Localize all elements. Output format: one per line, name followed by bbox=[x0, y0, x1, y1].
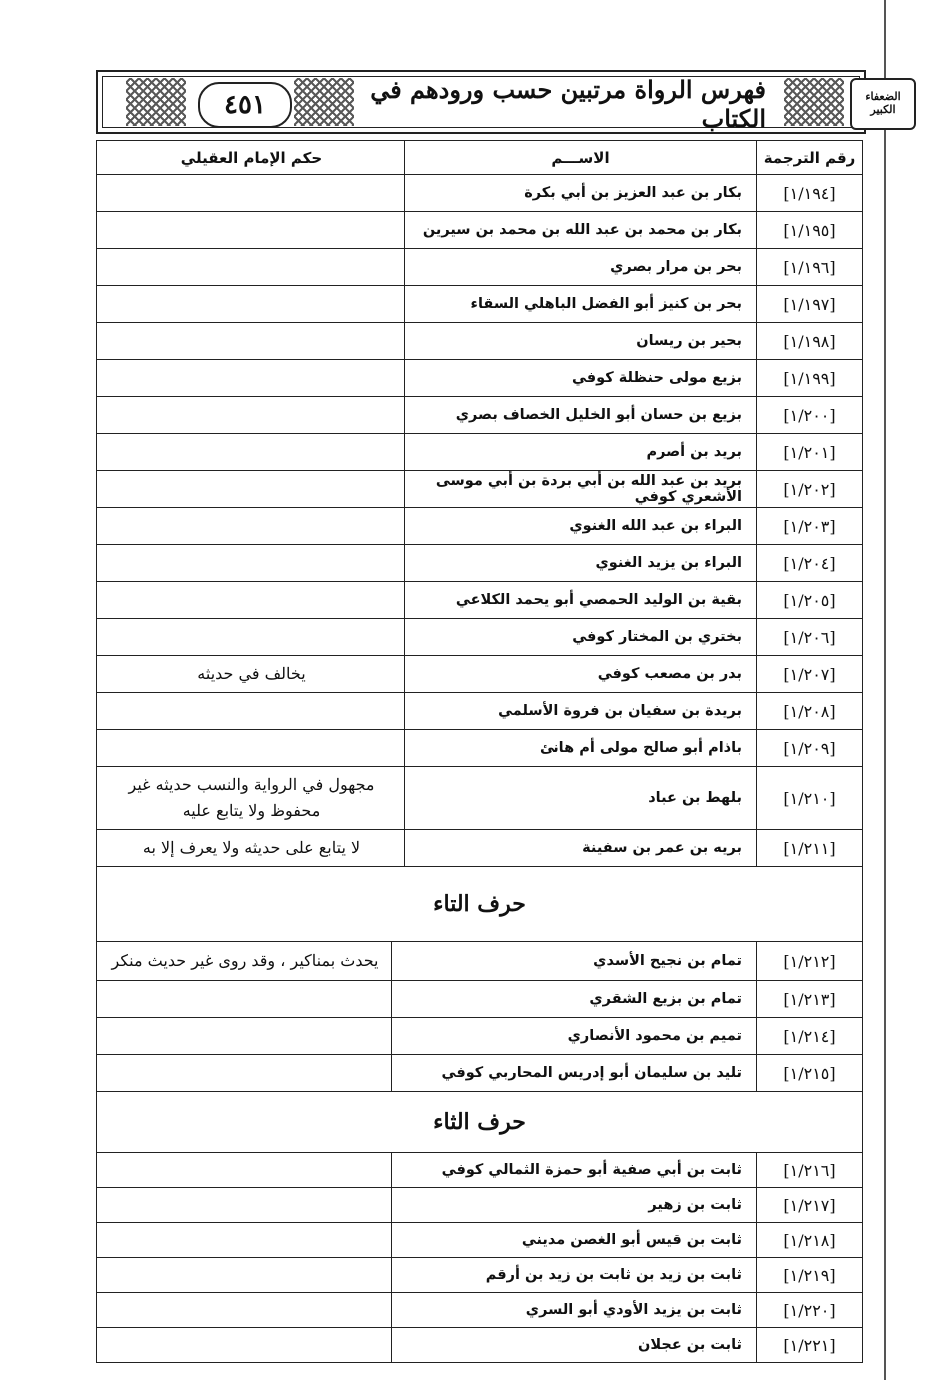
table-row bbox=[97, 1153, 862, 1188]
narrator-name: بريدة بن سفيان بن فروة الأسلمي bbox=[404, 693, 757, 729]
table-row bbox=[97, 545, 862, 582]
judgment-text bbox=[99, 434, 404, 470]
narrator-name: البراء بن يزيد الغنوي bbox=[404, 545, 757, 581]
table-row bbox=[97, 434, 862, 471]
table-row bbox=[97, 1328, 862, 1363]
ornament-right bbox=[784, 78, 844, 126]
narrator-name: ثابت بن زيد بن ثابت بن زيد بن أرقم bbox=[391, 1258, 757, 1292]
judgment-text bbox=[99, 360, 404, 396]
judgment-text bbox=[99, 981, 391, 1017]
judgment-text bbox=[99, 693, 404, 729]
entry-number: [١/٢٠٦] bbox=[783, 627, 836, 647]
column-header-judgment: حكم الإمام العقيلي bbox=[180, 148, 323, 167]
entry-number: [١/٢١٢] bbox=[783, 951, 836, 971]
narrator-name: ثابت بن يزيد الأودي أبو السري bbox=[391, 1293, 757, 1327]
book-logo: الضعفاء الكبير bbox=[850, 78, 916, 130]
table-row bbox=[97, 830, 862, 867]
entry-number: [١/٢٠٩] bbox=[783, 738, 836, 758]
entry-number: [١/٢٠١] bbox=[783, 442, 836, 462]
page-number: ٤٥١ bbox=[198, 82, 292, 128]
page-title: فهرس الرواة مرتبين حسب ورودهم في الكتاب bbox=[370, 75, 766, 133]
entry-number: [١/٢٢٠] bbox=[783, 1300, 836, 1320]
column-header-number: رقم الترجمة bbox=[763, 148, 856, 167]
judgment-text bbox=[99, 175, 404, 211]
entry-number: [١/١٩٨] bbox=[783, 331, 836, 351]
narrator-name: باذام أبو صالح مولى أم هانئ bbox=[404, 730, 757, 766]
table-row bbox=[97, 1293, 862, 1328]
table-row bbox=[97, 981, 862, 1018]
table-row bbox=[97, 212, 862, 249]
judgment-text bbox=[99, 1018, 391, 1054]
table-row bbox=[97, 175, 862, 212]
narrator-name: بختري بن المختار كوفي bbox=[404, 619, 757, 655]
entry-number: [١/٢٠٠] bbox=[783, 405, 836, 425]
table-row bbox=[97, 619, 862, 656]
table-row bbox=[97, 1018, 862, 1055]
judgment-text: مجهول في الرواية والنسب حديثه غير محفوظ ولا يتابع عليه bbox=[128, 775, 375, 820]
judgment-text bbox=[99, 582, 404, 618]
judgment-text bbox=[99, 1153, 391, 1187]
table-row bbox=[97, 286, 862, 323]
judgment-text bbox=[99, 286, 404, 322]
judgment-text bbox=[99, 397, 404, 433]
table-row bbox=[97, 508, 862, 545]
judgment-text: يحدث بمناكير ، وقد روى غير حديث منكر bbox=[111, 951, 379, 971]
narrator-name: تمام بن نجيح الأسدي bbox=[391, 942, 757, 980]
table-row bbox=[97, 693, 862, 730]
entry-number: [١/٢١٧] bbox=[783, 1195, 836, 1215]
entry-number: [١/٢١٣] bbox=[783, 989, 836, 1009]
narrator-name: بحر بن مرار بصري bbox=[404, 249, 757, 285]
column-header-name: الاســـم bbox=[404, 141, 757, 174]
page-header-banner bbox=[96, 70, 901, 134]
entry-number: [١/٢٠٢] bbox=[783, 479, 836, 499]
narrator-name: بكار بن محمد بن عبد الله بن محمد بن سيرين bbox=[404, 212, 757, 248]
narrator-name: ثابت بن قيس أبو الغصن مديني bbox=[391, 1223, 757, 1257]
narrator-name: بزيع مولى حنظلة كوفي bbox=[404, 360, 757, 396]
table-row bbox=[97, 730, 862, 767]
narrator-name: بزيع بن حسان أبو الخليل الخصاف بصري bbox=[404, 397, 757, 433]
table-row bbox=[97, 1188, 862, 1223]
table-row bbox=[97, 323, 862, 360]
judgment-text bbox=[99, 323, 404, 359]
table-row bbox=[97, 1258, 862, 1293]
narrator-name: تليد بن سليمان أبو إدريس المحاربي كوفي bbox=[391, 1055, 757, 1091]
narrator-name: بكار بن عبد العزيز بن أبي بكرة bbox=[404, 175, 757, 211]
table-body-ta bbox=[97, 942, 862, 1092]
ornament-left bbox=[126, 78, 186, 126]
page-edge-line bbox=[884, 0, 886, 1380]
narrators-index-table bbox=[96, 140, 863, 1363]
table-row bbox=[97, 397, 862, 434]
entry-number: [١/٢١١] bbox=[783, 838, 836, 858]
narrator-name: ثابت بن عجلان bbox=[391, 1328, 757, 1362]
narrator-name: بريد بن أصرم bbox=[404, 434, 757, 470]
narrator-name: تميم بن محمود الأنصاري bbox=[391, 1018, 757, 1054]
ornament-middle bbox=[294, 78, 354, 126]
narrator-name: بريد بن عبد الله بن أبي بردة بن أبي موسى الأشعري كوفي bbox=[404, 471, 757, 507]
judgment-text: يخالف في حديثه bbox=[197, 664, 306, 684]
entry-number: [١/٢٠٤] bbox=[783, 553, 836, 573]
table-row bbox=[97, 360, 862, 397]
narrator-name: بحر بن كنيز أبو الفضل الباهلي السقاء bbox=[404, 286, 757, 322]
judgment-text bbox=[99, 1223, 391, 1257]
entry-number: [١/٢٢١] bbox=[783, 1335, 836, 1355]
table-row bbox=[97, 656, 862, 693]
judgment-text bbox=[99, 619, 404, 655]
judgment-text bbox=[99, 471, 404, 507]
narrator-name: بدر بن مصعب كوفي bbox=[404, 656, 757, 692]
narrator-name: البراء بن عبد الله الغنوي bbox=[404, 508, 757, 544]
judgment-text bbox=[99, 730, 404, 766]
entry-number: [١/٢٠٣] bbox=[783, 516, 836, 536]
narrator-name: بلهط بن عباد bbox=[404, 767, 757, 829]
judgment-text bbox=[99, 1328, 391, 1362]
entry-number: [١/٢٠٥] bbox=[783, 590, 836, 610]
narrator-name: بحير بن ريسان bbox=[404, 323, 757, 359]
narrator-name: ثابت بن زهير bbox=[391, 1188, 757, 1222]
entry-number: [١/٢١٦] bbox=[783, 1160, 836, 1180]
entry-number: [١/٢٠٨] bbox=[783, 701, 836, 721]
judgment-text bbox=[99, 545, 404, 581]
entry-number: [١/٢١٤] bbox=[783, 1026, 836, 1046]
entry-number: [١/١٩٩] bbox=[783, 368, 836, 388]
narrator-name: بقية بن الوليد الحمصي أبو يحمد الكلاعي bbox=[404, 582, 757, 618]
table-header-row bbox=[97, 141, 862, 175]
section-heading-tha: حرف الثاء bbox=[97, 1092, 862, 1153]
table-body-ba bbox=[97, 175, 862, 867]
entry-number: [١/٢١٠] bbox=[783, 788, 836, 808]
entry-number: [١/١٩٥] bbox=[783, 220, 836, 240]
judgment-text bbox=[99, 1055, 391, 1091]
table-row bbox=[97, 582, 862, 619]
judgment-text bbox=[99, 212, 404, 248]
narrator-name: ثابت بن أبي صفية أبو حمزة الثمالي كوفي bbox=[391, 1153, 757, 1187]
judgment-text bbox=[99, 508, 404, 544]
table-row bbox=[97, 1223, 862, 1258]
judgment-text bbox=[99, 1188, 391, 1222]
judgment-text bbox=[99, 1258, 391, 1292]
entry-number: [١/٢١٨] bbox=[783, 1230, 836, 1250]
entry-number: [١/٢١٩] bbox=[783, 1265, 836, 1285]
judgment-text: لا يتابع على حديثه ولا يعرف إلا به bbox=[142, 838, 361, 858]
table-row bbox=[97, 471, 862, 508]
entry-number: [١/٢٠٧] bbox=[783, 664, 836, 684]
entry-number: [١/١٩٤] bbox=[783, 183, 836, 203]
entry-number: [١/١٩٦] bbox=[783, 257, 836, 277]
entry-number: [١/٢١٥] bbox=[783, 1063, 836, 1083]
table-body-tha bbox=[97, 1153, 862, 1363]
section-heading-ta: حرف التاء bbox=[97, 867, 862, 942]
table-row bbox=[97, 1055, 862, 1092]
judgment-text bbox=[99, 1293, 391, 1327]
entry-number: [١/١٩٧] bbox=[783, 294, 836, 314]
narrator-name: تمام بن بزيع الشقري bbox=[391, 981, 757, 1017]
judgment-text bbox=[99, 249, 404, 285]
table-row bbox=[97, 942, 862, 981]
table-row bbox=[97, 767, 862, 830]
narrator-name: بريه بن عمر بن سفينة bbox=[404, 830, 757, 866]
table-row bbox=[97, 249, 862, 286]
